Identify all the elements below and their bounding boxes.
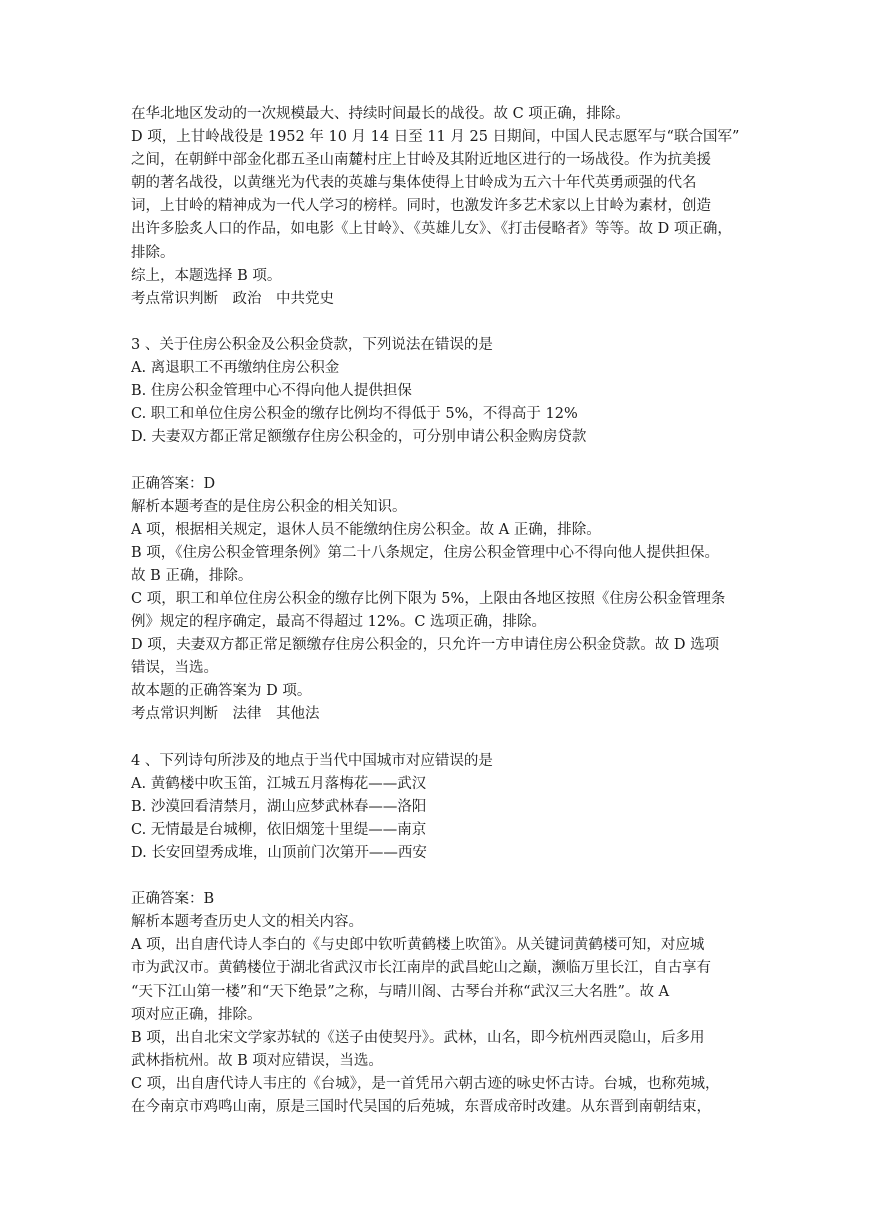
text-line: 4 、下列诗句所涉及的地点于当代中国城市对应错误的是 [131,752,493,769]
text-line: D. 长安回望秀成堆，山顶前门次第开——西安 [131,845,427,861]
text-line: C. 无情最是台城柳，依旧烟笼十里缇——南京 [131,821,427,838]
text-line: C 项，职工和单位住房公积金的缴存比例下限为 5%，上限由各地区按照《住房公积金管理条 [131,590,726,607]
paragraph-gap [131,311,743,334]
paragraph-gap [131,449,743,472]
text-line: 解析本题考查历史人文的相关内容。 [131,914,363,931]
text-line: 故本题的正确答案为 D 项。 [131,683,312,700]
text-line: 正确答案：D [131,475,216,492]
text-line: 在今南京市鸡鸣山南，原是三国时代吴国的后苑城，东晋成帝时改建。从东晋到南朝结束， [131,1099,711,1116]
text-line: “天下江山第一楼”和“天下绝景”之称，与晴川阁、古琴台并称“武汉三大名胜”。故 A [131,983,670,1000]
document-body [131,103,743,1119]
text-line: 市为武汉市。黄鹤楼位于湖北省武汉市长江南岸的武昌蛇山之巅，濒临万里长江，自古享有 [131,960,711,977]
text-line: 正确答案：B [131,891,215,908]
text-line: 项对应正确，排除。 [131,1006,262,1023]
text-line: B. 住房公积金管理中心不得向他人提供担保 [131,383,412,400]
text-line: 解析本题考查的是住房公积金的相关知识。 [131,498,407,515]
text-line: 朝的著名战役，以黄继光为代表的英雄与集体使得上甘岭成为五六十年代英勇顽强的代名 [131,175,697,192]
text-line: 错误，当选。 [131,660,218,677]
paragraph-gap [131,727,743,750]
text-line: D 项，上甘岭战役是 1952 年 10 月 14 日至 11 月 25 日期间，中国人民志愿军与“联合国军” [131,129,740,146]
text-line: 综上，本题选择 B 项。 [131,267,282,284]
text-line: 在华北地区发动的一次规模最大、持续时间最长的战役。故 C 项正确，排除。 [131,106,630,122]
text-line: 排除。 [131,244,175,261]
text-line: C 项，出自唐代诗人韦庄的《台城》，是一首凭吊六朝古迹的咏史怀古诗。台城，也称苑城， [131,1075,720,1092]
text-line: A 项，出自唐代诗人李白的《与史郎中钦听黄鹤楼上吹笛》。从关键词黄鹤楼可知，对应城 [131,937,705,954]
text-line: 故 B 正确，排除。 [131,567,253,584]
text-line: 例》规定的程序确定，最高不得超过 12%。C 选项正确，排除。 [131,614,547,631]
text-line: 出许多脍炙人口的作品，如电影《上甘岭》、《英雄儿女》、《打击侵略者》等等。故 D 项正确， [131,221,732,238]
text-line: A. 黄鹤楼中吹玉笛，江城五月落梅花——武汉 [131,775,427,792]
text-line: A. 离退职工不再缴纳住房公积金 [131,360,340,377]
section-q4-question [131,750,743,865]
text-line: B 项，《住房公积金管理条例》第二十八条规定，住房公积金管理中心不得向他人提供担保。 [131,544,720,561]
text-line: D. 夫妻双方都正常足额缴存住房公积金的，可分别申请公积金购房贷款 [131,429,587,446]
text-line: B 项，出自北宋文学家苏轼的《送子由使契丹》。武林，山名，即今杭州西灵隐山，后多用 [131,1029,705,1046]
section-q3-question [131,334,743,449]
text-line: 3 、关于住房公积金及公积金贷款，下列说法在错误的是 [131,336,493,353]
text-line: B. 沙漠回看清禁月，湖山应梦武林春——洛阳 [131,798,427,815]
section-q4-answer [131,888,743,1119]
text-line: D 项，夫妻双方都正常足额缴存住房公积金的，只允许一方申请住房公积金贷款。故 D 选项 [131,637,720,654]
section-q3-answer [131,473,743,727]
text-line: 词，上甘岭的精神成为一代人学习的榜样。同时，也激发许多艺术家以上甘岭为素材，创造 [131,198,711,215]
text-line: 考点常识判断 法律 其他法 [131,706,320,723]
text-line: 武林指杭州。故 B 项对应错误，当选。 [131,1052,383,1069]
section-q2-tail [131,103,743,311]
text-line: 考点常识判断 政治 中共党史 [131,290,334,307]
text-line: C. 职工和单位住房公积金的缴存比例均不得低于 5%，不得高于 12% [131,406,578,423]
text-line: 之间，在朝鲜中部金化郡五圣山南麓村庄上甘岭及其附近地区进行的一场战役。作为抗美援 [131,152,711,169]
paragraph-gap [131,865,743,888]
text-line: A 项，根据相关规定，退休人员不能缴纳住房公积金。故 A 正确，排除。 [131,521,601,538]
